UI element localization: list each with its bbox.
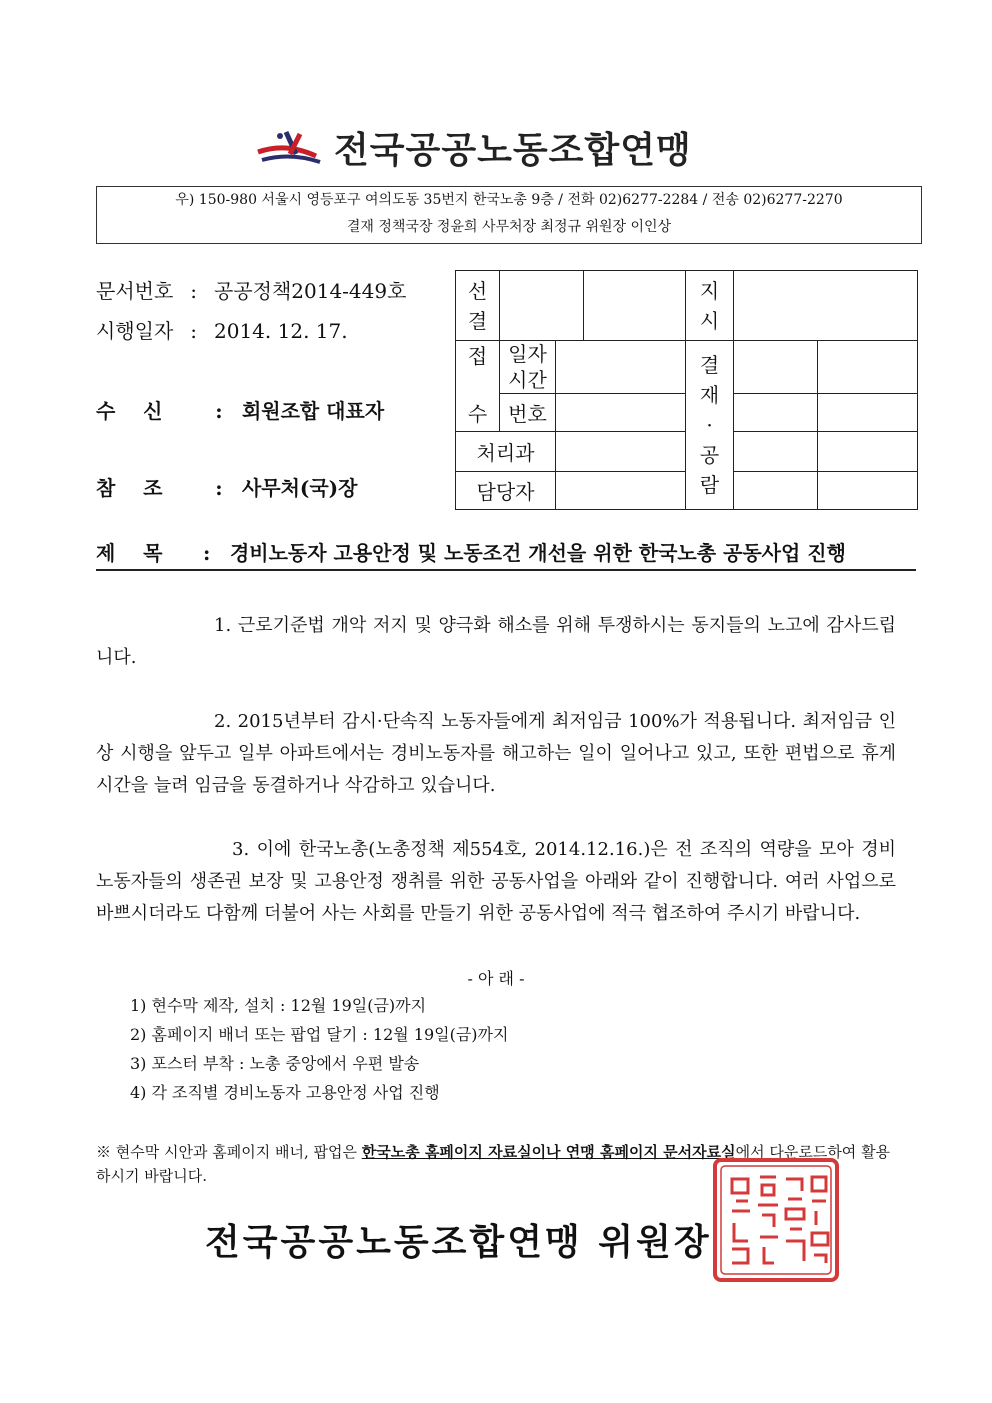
org-logo-text: 전국공공노동조합연맹	[334, 130, 692, 171]
reference-label: 참 조	[96, 476, 163, 500]
colon: :	[215, 476, 223, 500]
list-item: 4) 각 조직별 경비노동자 고용안정 사업 진행	[130, 1083, 440, 1102]
paragraph-2: 2. 2015년부터 감시·단속직 노동자들에게 최저임금 100%가 적용됩니다. 최저임금 인상 시행을 앞두고 일부 아파트에서는 경비노동자를 해고하는 일이 일어나고 있고, 또한 편법으로 휴게시간을 늘려 임금을 동결하거나 삭감하고 있습니다.	[96, 711, 896, 796]
colon: :	[215, 399, 223, 423]
directive-slot	[734, 271, 918, 341]
ilja-label: 일자	[508, 342, 547, 366]
reference-row	[96, 472, 357, 501]
recipient-label: 수 신	[96, 399, 163, 423]
person-in-charge-slot	[556, 472, 686, 510]
note-link-text: 한국노총 홈페이지 자료실이나 연맹 홈페이지 문서자료실	[361, 1143, 736, 1161]
gong-label: 공	[699, 443, 720, 467]
date-time-slot	[556, 341, 686, 394]
review-slot	[734, 341, 818, 394]
ji-label: 지	[699, 278, 720, 303]
subject-text: 경비노동자 고용안정 및 노동조건 개선을 위한 한국노총 공동사업 진행	[229, 541, 846, 565]
date-value: 2014. 12. 17.	[214, 319, 348, 343]
su-label: 수	[467, 402, 488, 426]
approval-table	[455, 270, 918, 510]
processing-dept-cell: 처리과	[456, 432, 556, 472]
jae-label: 재	[699, 383, 720, 407]
list-item: 3) 포스터 부착 : 노총 중앙에서 우편 발송	[130, 1054, 420, 1073]
address-line: 우) 150-980 서울시 영등포구 여의도동 35번지 한국노총 9층 / 전화 02)6277-2284 / 전송 02)6277-2270	[175, 192, 843, 208]
ji-si-cell	[686, 271, 734, 341]
subject-line	[96, 537, 916, 571]
jeop-label: 접	[467, 344, 488, 368]
person-in-charge-cell: 담당자	[456, 472, 556, 510]
list-item: 2) 홈페이지 배너 또는 팝업 달기 : 12월 19일(금)까지	[130, 1025, 509, 1044]
address-box	[96, 186, 922, 244]
ram-label: 람	[699, 473, 720, 497]
approval-review-cell	[686, 341, 734, 510]
recipient-value: 회원조합 대표자	[241, 399, 385, 423]
doc-number-value: 공공정책2014-449호	[214, 279, 407, 303]
review-slot	[734, 432, 818, 472]
colon: :	[190, 279, 198, 303]
seon-gyeol-cell	[456, 271, 500, 341]
doc-number-label: 문서번호	[96, 279, 174, 303]
review-slot	[818, 432, 918, 472]
review-slot	[734, 394, 818, 432]
number-cell: 번호	[500, 394, 556, 432]
official-seal-icon	[712, 1157, 840, 1283]
review-slot	[818, 341, 918, 394]
date-time-cell	[500, 341, 556, 394]
doc-number-row	[96, 275, 406, 304]
approval-line: 결재 정책국장 정윤희 사무처장 최정규 위원장 이인상	[346, 219, 672, 235]
date-label: 시행일자	[96, 319, 174, 343]
signature-text: 전국공공노동조합연맹 위원장	[205, 1222, 712, 1263]
date-row	[96, 315, 348, 344]
review-slot	[818, 472, 918, 510]
seon-gyeol-slot	[500, 271, 584, 341]
note-suffix: 에서 다운로드하여 활용하시기 바랍니다.	[96, 1143, 891, 1185]
gyeol2-label: 결	[699, 353, 720, 377]
paragraph-3: 3. 이에 한국노총(노총정책 제554호, 2014.12.16.)은 전 조직의 역량을 모아 경비노동자들의 생존권 보장 및 고용안정 쟁취를 위한 공동사업을 아래와 같이 진행합니다. 여러 사업으로 바쁘시더라도 다함께 더불어 사는 사회를 만들기 위한 공동사업에 적극 협조하여 주시기 바랍니다.	[96, 839, 896, 924]
si-label: 시	[699, 308, 720, 333]
union-logo-icon	[256, 128, 328, 168]
seon-label: 선	[467, 278, 488, 303]
number-slot	[556, 394, 686, 432]
list-item: 1) 현수막 제작, 설치 : 12월 19일(금)까지	[130, 996, 427, 1015]
note-prefix: ※ 현수막 시안과 홈페이지 배너, 팝업은	[96, 1143, 362, 1161]
paragraph-1: 1. 근로기준법 개악 저지 및 양극화 해소를 위해 투쟁하시는 동지들의 노고에 감사드립니다.	[96, 615, 896, 668]
sigan-label: 시간	[508, 368, 547, 392]
colon: :	[202, 541, 211, 565]
subject-label: 제 목	[96, 541, 163, 565]
seon-gyeol-slot	[584, 271, 686, 341]
jeopsu-cell	[456, 341, 500, 432]
below-heading: - 아 래 -	[467, 969, 525, 988]
processing-dept-slot	[556, 432, 686, 472]
recipient-row	[96, 395, 384, 424]
gyeol-label: 결	[467, 308, 488, 333]
reference-value: 사무처(국)장	[241, 476, 358, 500]
review-slot	[734, 472, 818, 510]
colon: :	[190, 319, 198, 343]
dot-label: ·	[706, 413, 713, 437]
review-slot	[818, 394, 918, 432]
